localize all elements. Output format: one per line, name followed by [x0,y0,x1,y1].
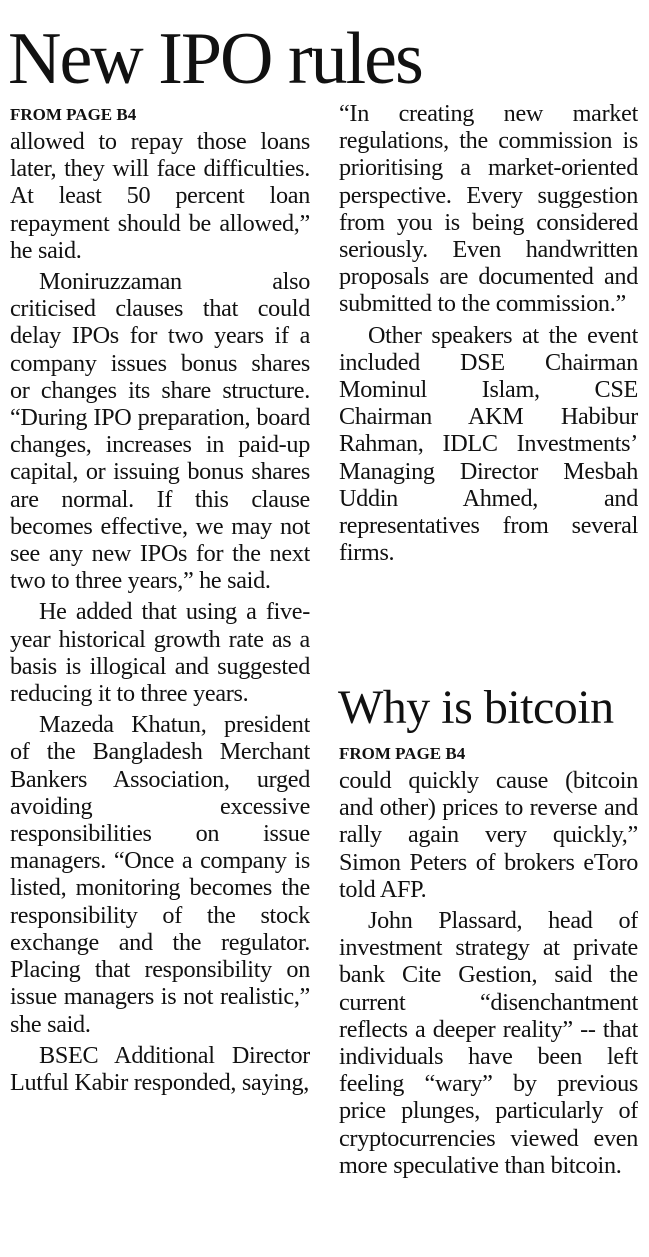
bitcoin-column [339,767,638,1257]
ipo-column-right [339,100,638,678]
bitcoin-paragraph: could quickly cause (bitcoin and other) prices to reverse and rally again very quickly,” Simon Peters of brokers eToro told AFP. [339,767,638,903]
ipo-paragraph: allowed to repay those loans later, they will face difficulties. At least 50 percent loan repayment should be allowed,” he said. [10,128,310,264]
bitcoin-paragraph: John Plassard, head of investment strategy at private bank Cite Gestion, said the current “disenchantment reflects a deeper reality” -- that individuals have been left feeling “wary” by previous price plunges, particularly of cryptocurrencies viewed even more speculative than bitcoin. [339,907,638,1179]
ipo-jump-label: FROM PAGE B4 [10,105,137,124]
bitcoin-jump-label: FROM PAGE B4 [339,744,466,763]
ipo-paragraph: “In creating new market regulations, the commission is prioritising a market-oriented perspective. Every suggestion from you is being considered seriously. Even handwritten proposals are documented and submitted to the commission.” [339,100,638,318]
ipo-headline: New IPO rules [8,18,422,100]
bitcoin-headline: Why is bitcoin [338,681,614,734]
ipo-paragraph: He added that using a five-year historical growth rate as a basis is illogical and suggested reducing it to three years. [10,598,310,708]
ipo-column-left [10,128,310,1257]
ipo-paragraph: Other speakers at the event included DSE Chairman Mominul Islam, CSE Chairman AKM Habibur Rahman, IDLC Investments’ Managing Director Mesbah Uddin Ahmed, and representatives from several firms. [339,321,638,567]
ipo-paragraph: Moniruzzaman also criticised clauses that could delay IPOs for two years if a company issues bonus shares or changes its share structure. “During IPO preparation, board changes, increases in paid-up capital, or issuing bonus shares are normal. If this clause becomes effective, we may not see any new IPOs for the next two to three years,” he said. [10,268,310,595]
ipo-paragraph: Mazeda Khatun, president of the Bangladesh Merchant Bankers Association, urged avoiding excessive responsibilities on issue managers. “Once a company is listed, monitoring becomes the responsibility of the stock exchange and the regulator. Placing that responsibility on issue managers is not realistic,” she said. [10,711,310,1038]
ipo-paragraph: BSEC Additional Director Lutful Kabir responded, saying, [10,1041,310,1096]
